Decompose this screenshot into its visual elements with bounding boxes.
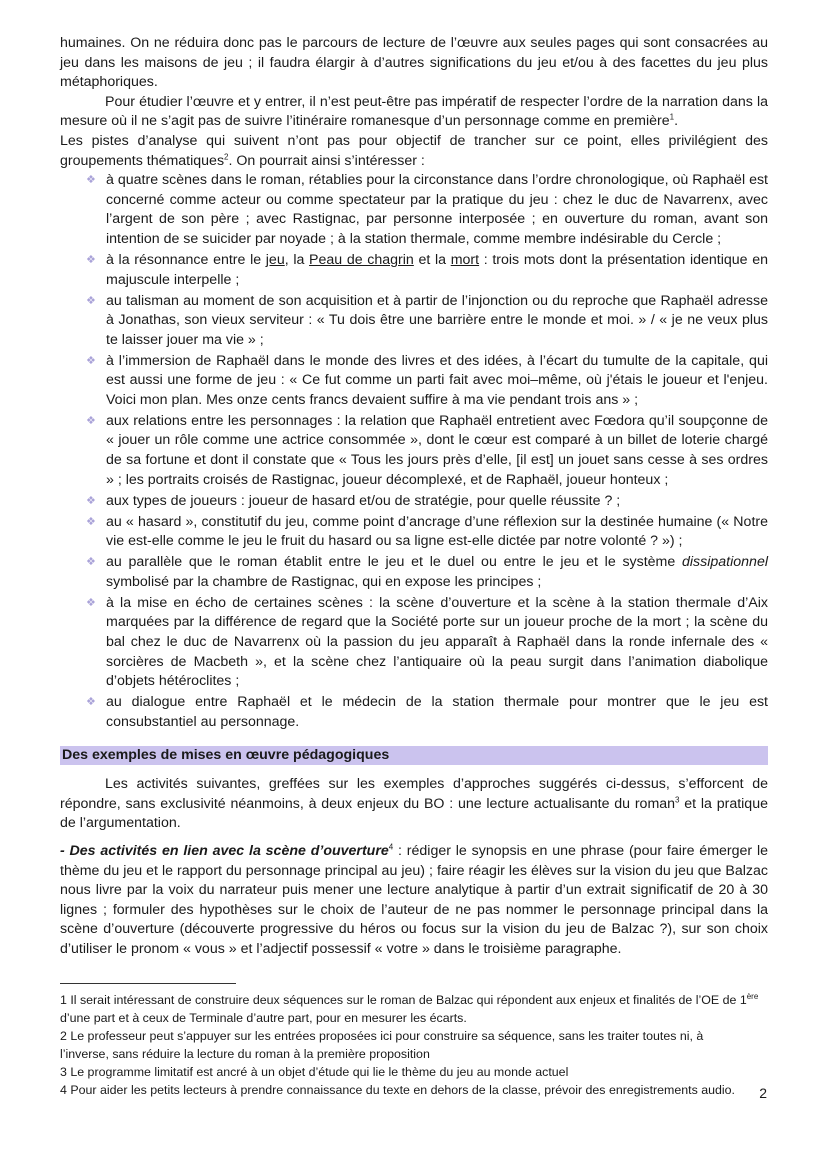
footnote-separator bbox=[60, 983, 236, 984]
footnote-ref-3[interactable]: 3 bbox=[675, 795, 680, 805]
intro-paragraph-1: humaines. On ne réduira donc pas le parcours de lecture de l’œuvre aux seules pages qui sont consacrées au jeu dans les maisons de jeu ; il faudra élargir à d’autres significations du jeu et/ou à des facettes du jeu plus métaphoriques. bbox=[60, 35, 768, 91]
diamond-cluster-icon: ❖ bbox=[86, 596, 96, 609]
page-number: 2 bbox=[759, 1085, 767, 1101]
footnote-3: 3 Le programme limitatif est ancré à un objet d’étude qui lie le thème du jeu au monde actuel bbox=[60, 1064, 569, 1079]
list-item: ❖ au « hasard », constitutif du jeu, comme point d’ancrage d’une réflexion sur la destinée humaine (« Notre vie est-elle comme le jeu le fruit du hasard ou sa ligne est-elle dictée par notre volonté ? ») ; bbox=[86, 513, 768, 550]
diamond-cluster-icon: ❖ bbox=[86, 494, 96, 507]
list-item: ❖ à la mise en écho de certaines scènes : la scène d’ouverture et la scène à la station thermale d’Aix marquées par la différence de regard que la Société porte sur un joueur proche de la mort ; la scène du bal chez le duc de Navarrenx où la passion du jeu apparaît à Raphaël dans la ronde infernale des « sorcières de Macbeth », et la scène chez l’antiquaire où la peau surgit dans l’animation diabolique d’objets hétéroclites ; bbox=[86, 594, 768, 690]
list-item: ❖ au parallèle que le roman établit entre le jeu et le duel ou entre le jeu et le système dissipationnel symbolisé par la chambre de Rastignac, qui en expose les principes ; bbox=[86, 554, 768, 590]
section-paragraph-2: - Des activités en lien avec la scène d’ouverture$^4$ : rédiger le synopsis en une phrase (pour faire émerger le thème du jeu et le rapport du personnage principal au jeu) ; faire réagir les élèves sur la vision du jeu que Balzac nous livre par la voix du narrateur puis mener une lecture analytique à partir d’un extrait significatif de 20 à 30 lignes ; formuler des hypothèses sur le choix de l’auteur de ne pas nommer le personnage principal dans la scène d’ouverture (découverte progressive du héros ou focus sur la vision du jeu de Balzac ?), sur son choix d’utiliser le pronom « vous » et l’adjectif possessif « votre » dans le troisième paragraphe. bbox=[60, 842, 768, 958]
analysis-list bbox=[60, 171, 768, 732]
list-item: ❖ à la résonnance entre le jeu, la Peau de chagrin et la mort : trois mots dont la présentation identique en majuscule interpelle ; bbox=[86, 251, 768, 288]
list-item: ❖ au dialogue entre Raphaël et le médecin de la station thermale pour montrer que le jeu est consubstantiel au personnage. bbox=[86, 694, 768, 730]
list-item: ❖ à l’immersion de Raphaël dans le monde des livres et des idées, à l’écart du tumulte de la capitale, qui est aussi une forme de jeu : « Ce fut comme un parti fait avec moi–même, où j'étais le joueur et l'enjeu. Voici mon plan. Mes onze cents francs devaient suffire à ma vie pendant trois ans » ; bbox=[86, 352, 768, 408]
section-paragraph-1: Les activités suivantes, greffées sur les exemples d’approches suggérés ci-dessus, s’efforcent de répondre, sans exclusivité néanmoins, à deux enjeux du BO : une lecture actualisante du roman$^3$ et la pratique de l’argumentation. bbox=[60, 776, 768, 832]
list-item: ❖ au talisman au moment de son acquisition et à partir de l’injonction ou du reproche que Raphaël adresse à Jonathas, son vieux serviteur : « Tu dois être une barrière entre le monde et moi. » / « je ne veux plus te laisser jouer ma vie » ; bbox=[86, 292, 768, 348]
diamond-cluster-icon: ❖ bbox=[86, 556, 96, 569]
list-item: ❖ à quatre scènes dans le roman, rétablies pour la circonstance dans l’ordre chronologique, où Raphaël est concerné comme acteur ou comme spectateur par la pratique du jeu : chez le duc de Navarrenx, avec l’argent de son père ; avec Rastignac, par personne interposée ; en ouverture du roman, avant son intention de se suicider par noyade ; à la station thermale, comme membre indésirable du Cercle ; bbox=[86, 172, 768, 247]
diamond-cluster-icon: ❖ bbox=[86, 174, 96, 187]
diamond-cluster-icon: ❖ bbox=[86, 294, 96, 307]
diamond-cluster-icon: ❖ bbox=[86, 515, 96, 528]
list-item: ❖ aux types de joueurs : joueur de hasard et/ou de stratégie, pour quelle réussite ? ; bbox=[60, 492, 768, 512]
document-page bbox=[60, 34, 768, 1099]
diamond-cluster-icon: ❖ bbox=[86, 414, 96, 427]
footnote-4: 4 Pour aider les petits lecteurs à prendre connaissance du texte en dehors de la classe, prévoir des enregistrements audio. bbox=[60, 1082, 735, 1097]
intro-paragraph-3: Les pistes d’analyse qui suivent n’ont pas pour objectif de trancher sur ce point, elles privilégient des groupements thématiques$^2$. On pourrait ainsi s’intéresser : bbox=[60, 132, 768, 169]
footnote-ref-2[interactable]: 2 bbox=[224, 151, 229, 161]
footnote-2: 2 Le professeur peut s’appuyer sur les entrées proposées ici pour construire sa séquence, sans les traiter toutes ni, à l’inverse, sans réduire la lecture du roman à la première proposition bbox=[60, 1028, 704, 1061]
diamond-cluster-icon: ❖ bbox=[86, 354, 96, 367]
list-item: ❖ aux relations entre les personnages : la relation que Raphaël entretient avec Fœdora qu’il soupçonne de « jouer un rôle comme une actrice consommée », dont le cœur est comparé à un billet de loterie chargé de sa fortune et dont il constate que « Tous les jours près d’elle, [il est] un jouet sans cesse à ses ordres » ; les portraits croisés de Rastignac, joueur décomplexé, et de Raphaël, joueur honteux ; bbox=[86, 412, 768, 488]
section-heading: Des exemples de mises en œuvre pédagogiques bbox=[60, 746, 768, 765]
intro-paragraph-2: Pour étudier l’œuvre et y entrer, il n’est peut-être pas impératif de respecter l’ordre de la narration dans la mesure où il ne s’agit pas de suivre l’itinéraire romanesque d’un personnage comme en première$^1$. bbox=[60, 93, 768, 130]
diamond-cluster-icon: ❖ bbox=[86, 253, 96, 266]
footnote-1: 1 Il serait intéressant de construire deux séquences sur le roman de Balzac qui répondent aux enjeux et finalités de l’OE de 1ère d’une part et à ceux de Terminale d’autre part, pour en mesurer les écarts. bbox=[60, 991, 759, 1025]
footnote-ref-4[interactable]: 4 bbox=[388, 842, 394, 852]
footnote-ref-1[interactable]: 1 bbox=[669, 112, 675, 122]
diamond-cluster-icon: ❖ bbox=[86, 696, 96, 709]
